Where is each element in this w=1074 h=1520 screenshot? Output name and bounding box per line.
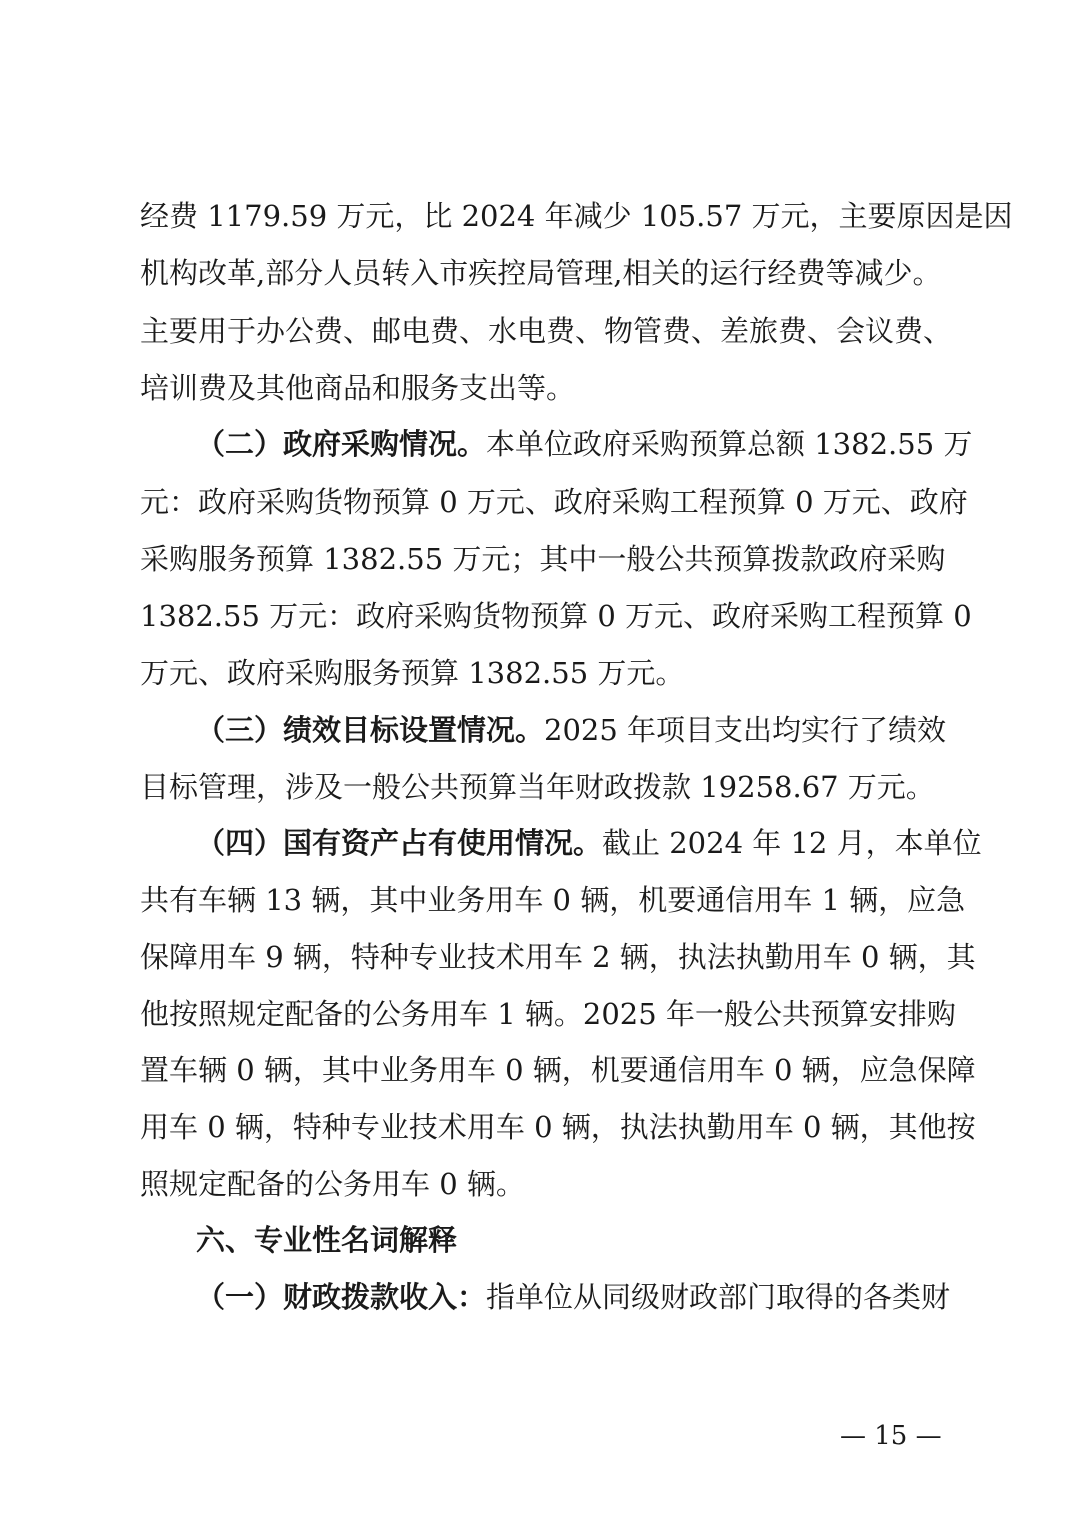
paragraph-line: 培训费及其他商品和服务支出等。 — [140, 371, 576, 405]
paragraph-line: 1382.55 万元：政府采购货物预算 0 万元、政府采购工程预算 0 — [140, 599, 972, 633]
paragraph-line: 目标管理，涉及一般公共预算当年财政拨款 19258.67 万元。 — [140, 770, 935, 804]
paragraph-line: 经费 1179.59 万元，比 2024 年减少 105.57 万元，主要原因是因 — [140, 199, 1013, 233]
procurement-paragraph-first-line — [196, 424, 973, 464]
section-six-heading: 六、专业性名词解释 — [196, 1223, 458, 1257]
paragraph-line: 保障用车 9 辆，特种专业技术用车 2 辆，执法执勤用车 0 辆，其 — [140, 940, 976, 974]
paragraph-line: 共有车辆 13 辆，其中业务用车 0 辆，机要通信用车 1 辆，应急 — [140, 883, 966, 917]
assets-heading: （四）国有资产占有使用情况。 — [196, 826, 603, 860]
performance-text: 2025 年项目支出均实行了绩效 — [544, 713, 947, 747]
definition-text: 指单位从同级财政部门取得的各类财 — [486, 1280, 951, 1314]
paragraph-line: 主要用于办公费、邮电费、水电费、物管费、差旅费、会议费、 — [140, 314, 953, 348]
procurement-heading: （二）政府采购情况。 — [196, 427, 487, 461]
assets-text: 截止 2024 年 12 月，本单位 — [602, 826, 982, 860]
paragraph-line: 元：政府采购货物预算 0 万元、政府采购工程预算 0 万元、政府 — [140, 485, 968, 519]
performance-paragraph-first-line — [196, 710, 947, 750]
page-number: — 15 — — [840, 1421, 942, 1451]
assets-paragraph-first-line — [196, 823, 982, 863]
paragraph-line: 采购服务预算 1382.55 万元；其中一般公共预算拨款政府采购 — [140, 542, 946, 576]
performance-heading: （三）绩效目标设置情况。 — [196, 713, 545, 747]
paragraph-line: 机构改革,部分人员转入市疾控局管理,相关的运行经费等减少。 — [140, 256, 942, 290]
paragraph-line: 用车 0 辆，特种专业技术用车 0 辆，执法执勤用车 0 辆，其他按 — [140, 1110, 976, 1144]
paragraph-line: 置车辆 0 辆，其中业务用车 0 辆，机要通信用车 0 辆，应急保障 — [140, 1053, 976, 1087]
paragraph-line: 照规定配备的公务用车 0 辆。 — [140, 1167, 525, 1201]
procurement-text: 本单位政府采购预算总额 1382.55 万 — [486, 427, 973, 461]
definition-heading: （一）财政拨款收入： — [196, 1280, 487, 1314]
paragraph-line: 他按照规定配备的公务用车 1 辆。2025 年一般公共预算安排购 — [140, 997, 956, 1031]
definition-paragraph-first-line — [196, 1277, 951, 1317]
paragraph-line: 万元、政府采购服务预算 1382.55 万元。 — [140, 656, 685, 690]
